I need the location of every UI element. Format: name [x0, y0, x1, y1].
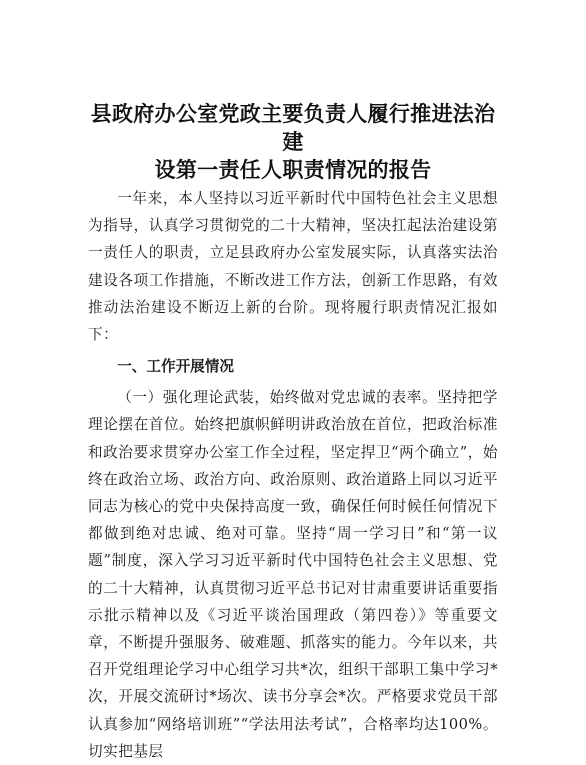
document-title	[88, 100, 498, 184]
intro-paragraph: 一年来，本人坚持以习近平新时代中国特色社会主义思想为指导，认真学习贯彻党的二十大精神，坚决扛起法治建设第一责任人的职责，立足县政府办公室发展实际，认真落实法治建设各项工作措施，不断改进工作方法，创新工作思路，有效推动法治建设不断迈上新的台阶。现将履行职责情况汇报如下：	[88, 190, 498, 344]
document-title-line-1: 县政府办公室党政主要负责人履行推进法治建	[90, 102, 496, 154]
section-1-heading: 一、工作开展情况	[117, 358, 234, 376]
document-title-line-2: 设第一责任人职责情况的报告	[154, 158, 432, 182]
section-1-paragraph-1: （一）强化理论武装，始终做对党忠诚的表率。坚持把学理论摆在首位。始终把旗帜鲜明讲政治放在首位，把政治标准和政治要求贯穿办公室工作全过程，坚定捍卫“两个确立”，始终在政治立场、政治方向、政治原则、政治道路上同以习近平同志为核心的党中央保持高度一致，确保任何时候任何情况下都做到绝对忠诚、绝对可靠。坚持“周一学习日”和“第一议题”制度，深入学习习近平新时代中国特色社会主义思想、党的二十大精神，认真贯彻习近平总书记对甘肃重要讲话重要指示批示精神以及《习近平谈治国理政（第四卷）》等重要文章，不断提升强服务、破难题、抓落实的能力。今年以来，共召开党组理论学习中心组学习共*次，组织干部职工集中学习*次，开展交流研讨*场次、读书分享会*次。严格要求党员干部认真参加“网络培训班”“学法用法考试”，合格率均达100%。切实把基层	[88, 389, 498, 760]
